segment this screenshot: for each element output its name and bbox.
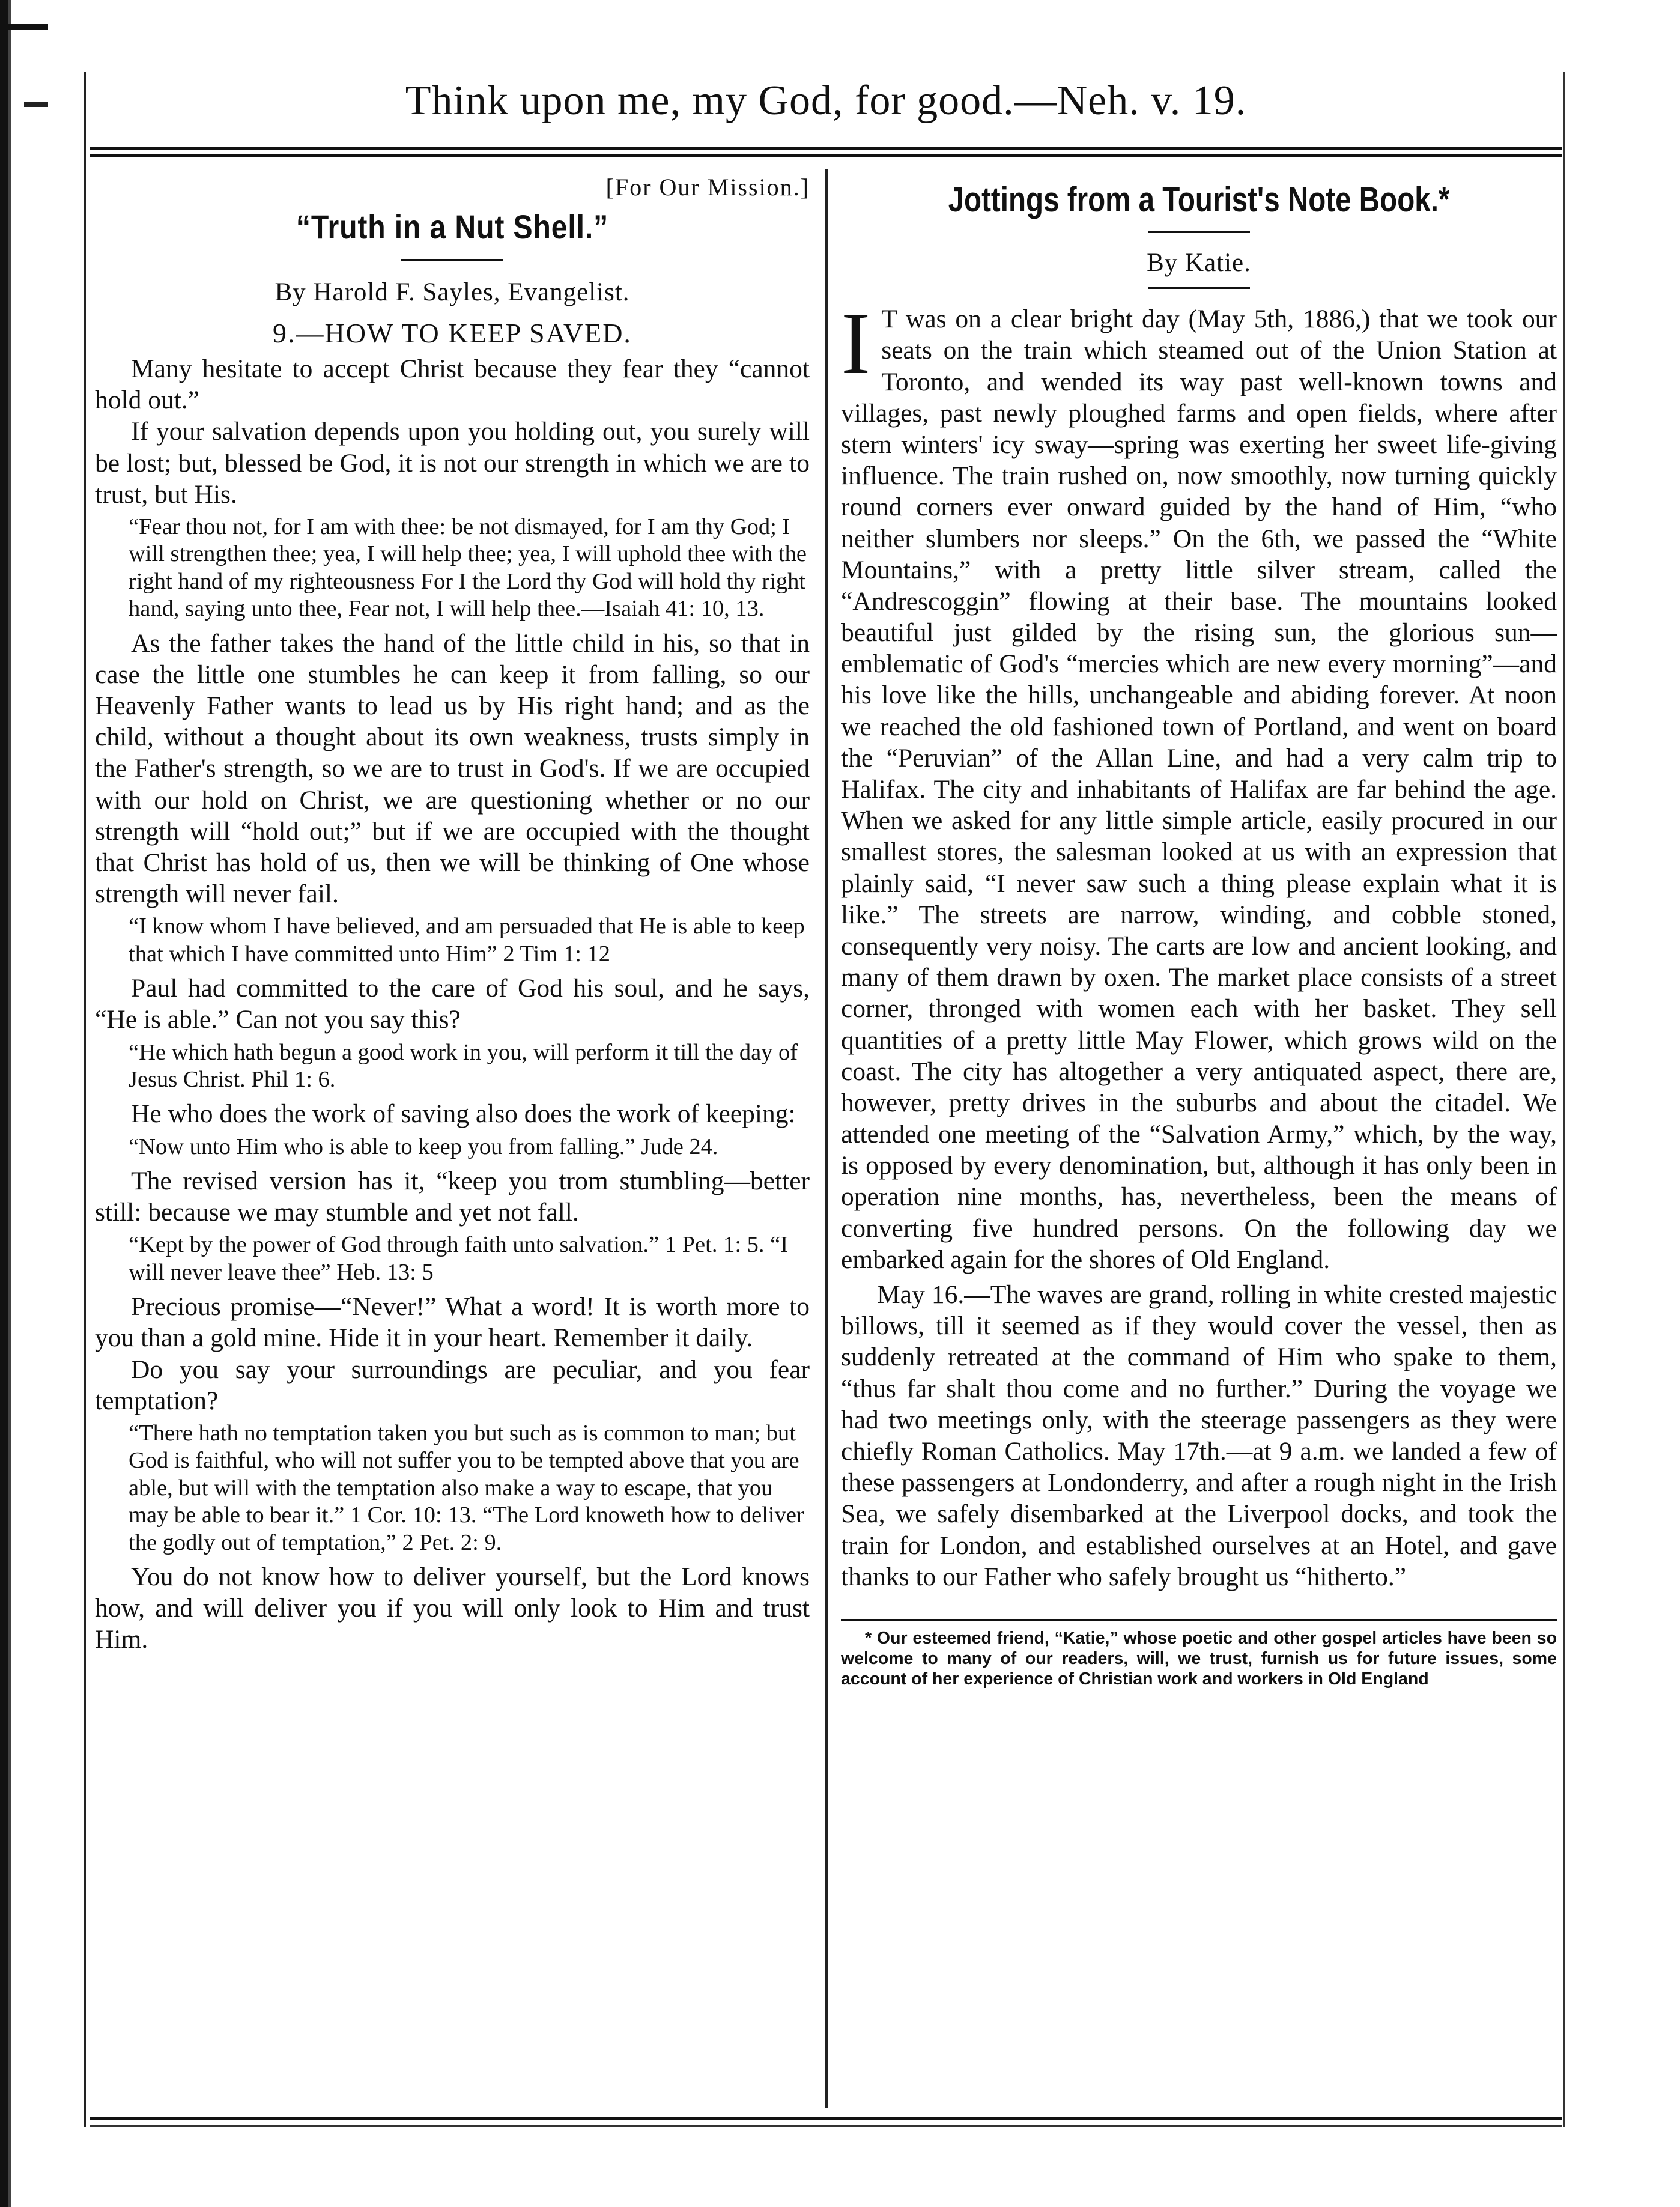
left-column xyxy=(95,169,810,2113)
paragraph: You do not know how to deliver yourself, but the Lord knows how, and will deliver you if you will only look to Him and trust Him. xyxy=(95,1562,810,1654)
article-kicker: [For Our Mission.] xyxy=(605,174,810,201)
paragraph xyxy=(841,294,1557,1275)
byline-rule xyxy=(1148,287,1250,289)
scan-edge xyxy=(0,0,22,2207)
scripture-quote: “Kept by the power of God through faith unto salvation.” 1 Pet. 1: 5. “I will never leave thee” Heb. 13: 5 xyxy=(129,1232,789,1285)
paragraph: Many hesitate to accept Christ because they fear they “cannot hold out.” xyxy=(95,354,810,415)
paragraph: Paul had committed to the care of God his soul, and he says, “He is able.” Can not you say this? xyxy=(95,974,810,1034)
paragraph: Do you say your surroundings are peculiar, and you fear temptation? xyxy=(95,1355,810,1415)
footer-rule xyxy=(90,2117,1562,2120)
running-head: Think upon me, my God, for good.—Neh. v. 19. xyxy=(405,77,1247,124)
article-title: Jottings from a Tourist's Note Book.* xyxy=(948,180,1450,219)
header-double-rule xyxy=(90,147,1562,157)
article-byline: By Katie. xyxy=(1147,248,1251,277)
column-divider xyxy=(825,169,828,2108)
paragraph: If your salvation depends upon you holding out, you surely will be lost; but, blessed be God, it is not our strength in which we are to trust, but His. xyxy=(95,417,810,509)
scripture-quote: “I know whom I have believed, and am persuaded that He is able to keep that which I have committed unto Him” 2 Tim 1: 12 xyxy=(129,914,805,967)
scripture-quote: “Fear thou not, for I am with thee: be not dismayed, for I am thy God; I will strengthen thee; yea, I will help thee; yea, I will uphold thee with the right hand of my righteousness For I the Lord thy God will hold thy right hand, saying unto thee, Fear not, I will help thee.—Isaiah 41: 10, 13. xyxy=(129,514,807,622)
page-frame-left xyxy=(84,72,86,2127)
scripture-quote: “Now unto Him who is able to keep you from falling.” Jude 24. xyxy=(129,1134,718,1159)
right-column xyxy=(841,169,1557,2113)
page-frame-right xyxy=(1563,72,1565,2127)
footer-rule xyxy=(90,2125,1562,2127)
paragraph: May 16.—The waves are grand, rolling in white crested majestic billows, till it seemed as if they would cover the vessel, then as suddenly retreated at the command of Him who spake to them, “thus far shalt thou come and no further.” During the voyage we had two meetings only, with the steerage passengers as they were chiefly Roman Catholics. May 17th.—at 9 a.m. we landed a few of these passengers at Londonderry, and after a rough night in the Irish Sea, we safely disembarked at the Liverpool docks, and took the train for London, and established ourselves at an Hotel, and gave thanks to our Father who safely brought us “hitherto.” xyxy=(841,1280,1557,1591)
paragraph: He who does the work of saving also does the work of keeping: xyxy=(131,1099,796,1129)
title-rule xyxy=(401,259,503,261)
scripture-quote: “He which hath begun a good work in you, will perform it till the day of Jesus Christ. Phil 1: 6. xyxy=(129,1039,798,1092)
article-body xyxy=(95,353,810,1656)
scan-mark xyxy=(24,102,48,107)
section-heading: 9.—HOW TO KEEP SAVED. xyxy=(273,317,632,348)
paragraph-text: T was on a clear bright day (May 5th, 1886,) that we took our seats on the train which steamed out of the Union Station at Toronto, and wended its way past well-known towns and villages, past newly ploughed farms and open fields, where after stern winters' icy sway—spring was exerting her sweet life-giving influence. The train rushed on, now smoothly, now turning quickly round corners ever onward guided by the hand of Him, “who neither slumbers nor sleeps.” On the 6th, we passed the “White Mountains,” with a pretty little silver stream, called the “Andrescoggin” flowing at their base. The mountains looked beautiful just gilded by the rising sun, the glorious sun—emblematic of God's “mercies which are new every morning”—and his love like the hills, unchangeable and abiding forever. At noon we reached the old fashioned town of Portland, and went on board the “Peruvian” of the Allan Line, and had a very calm trip to Halifax. The city and inhabitants of Halifax are far behind the age. When we asked for any little simple article, easily procured in our smallest stores, the salesman looked at us with an expression that plainly said, “I never saw such a thing please explain what it is like.” The streets are narrow, winding, and cobble stoned, consequently very noisy. The carts are low and ancient looking, and many of them drawn by oxen. The market place consists of a street corner, thronged with women each with her basket. They sell quantities of a pretty little May Flower, which grows wild on the coast. The city has altogether a very antiquated aspect, there are, however, pretty drives in the suburbs and about the citadel. We attended one meeting of the “Salvation Army,” which, by the way, is opposed by every denomination, but, although it has only been in operation nine months, has, nevertheless, been the means of converting five hundred persons. On the following day we embarked again for the shores of Old England. xyxy=(841,305,1557,1274)
article-title: “Truth in a Nut Shell.” xyxy=(296,208,609,246)
scripture-quote: “There hath no temptation taken you but such as is common to man; but God is faithful, who will not suffer you to be tempted above that you are able, but will with the temptation also make a way to escape, that you may be able to bear it.” 1 Cor. 10: 13. “The Lord knoweth how to deliver the godly out of temptation,” 2 Pet. 2: 9. xyxy=(129,1420,804,1555)
scan-mark xyxy=(0,24,48,30)
paragraph: The revised version has it, “keep you trom stumbling—better still: because we may stumble and yet not fall. xyxy=(95,1166,810,1227)
footnote-rule xyxy=(841,1619,1557,1621)
article-byline: By Harold F. Sayles, Evangelist. xyxy=(274,278,630,307)
paragraph: As the father takes the hand of the little child in his, so that in case the little one stumbles he can keep it from falling, so our Heavenly Father wants to lead us by His right hand; and as the child, without a thought about its own weakness, trusts simply in the Father's strength, so we are to trust in God's. If we are occupied with our hold on Christ, we are questioning whether or no our strength will “hold out;” but if we are occupied with the thought that Christ has hold of us, then we will be thinking of One whose strength will never fail. xyxy=(95,628,810,909)
title-rule xyxy=(1148,231,1250,233)
drop-cap: I xyxy=(841,294,871,393)
footnote: * Our esteemed friend, “Katie,” whose poetic and other gospel articles have been so welcome to many of our readers, will, we trust, furnish us for future issues, some account of her experience of Christian work and workers in Old England xyxy=(841,1628,1557,1689)
paragraph: Precious promise—“Never!” What a word! It is worth more to you than a gold mine. Hide it in your heart. Remember it daily. xyxy=(95,1292,810,1353)
